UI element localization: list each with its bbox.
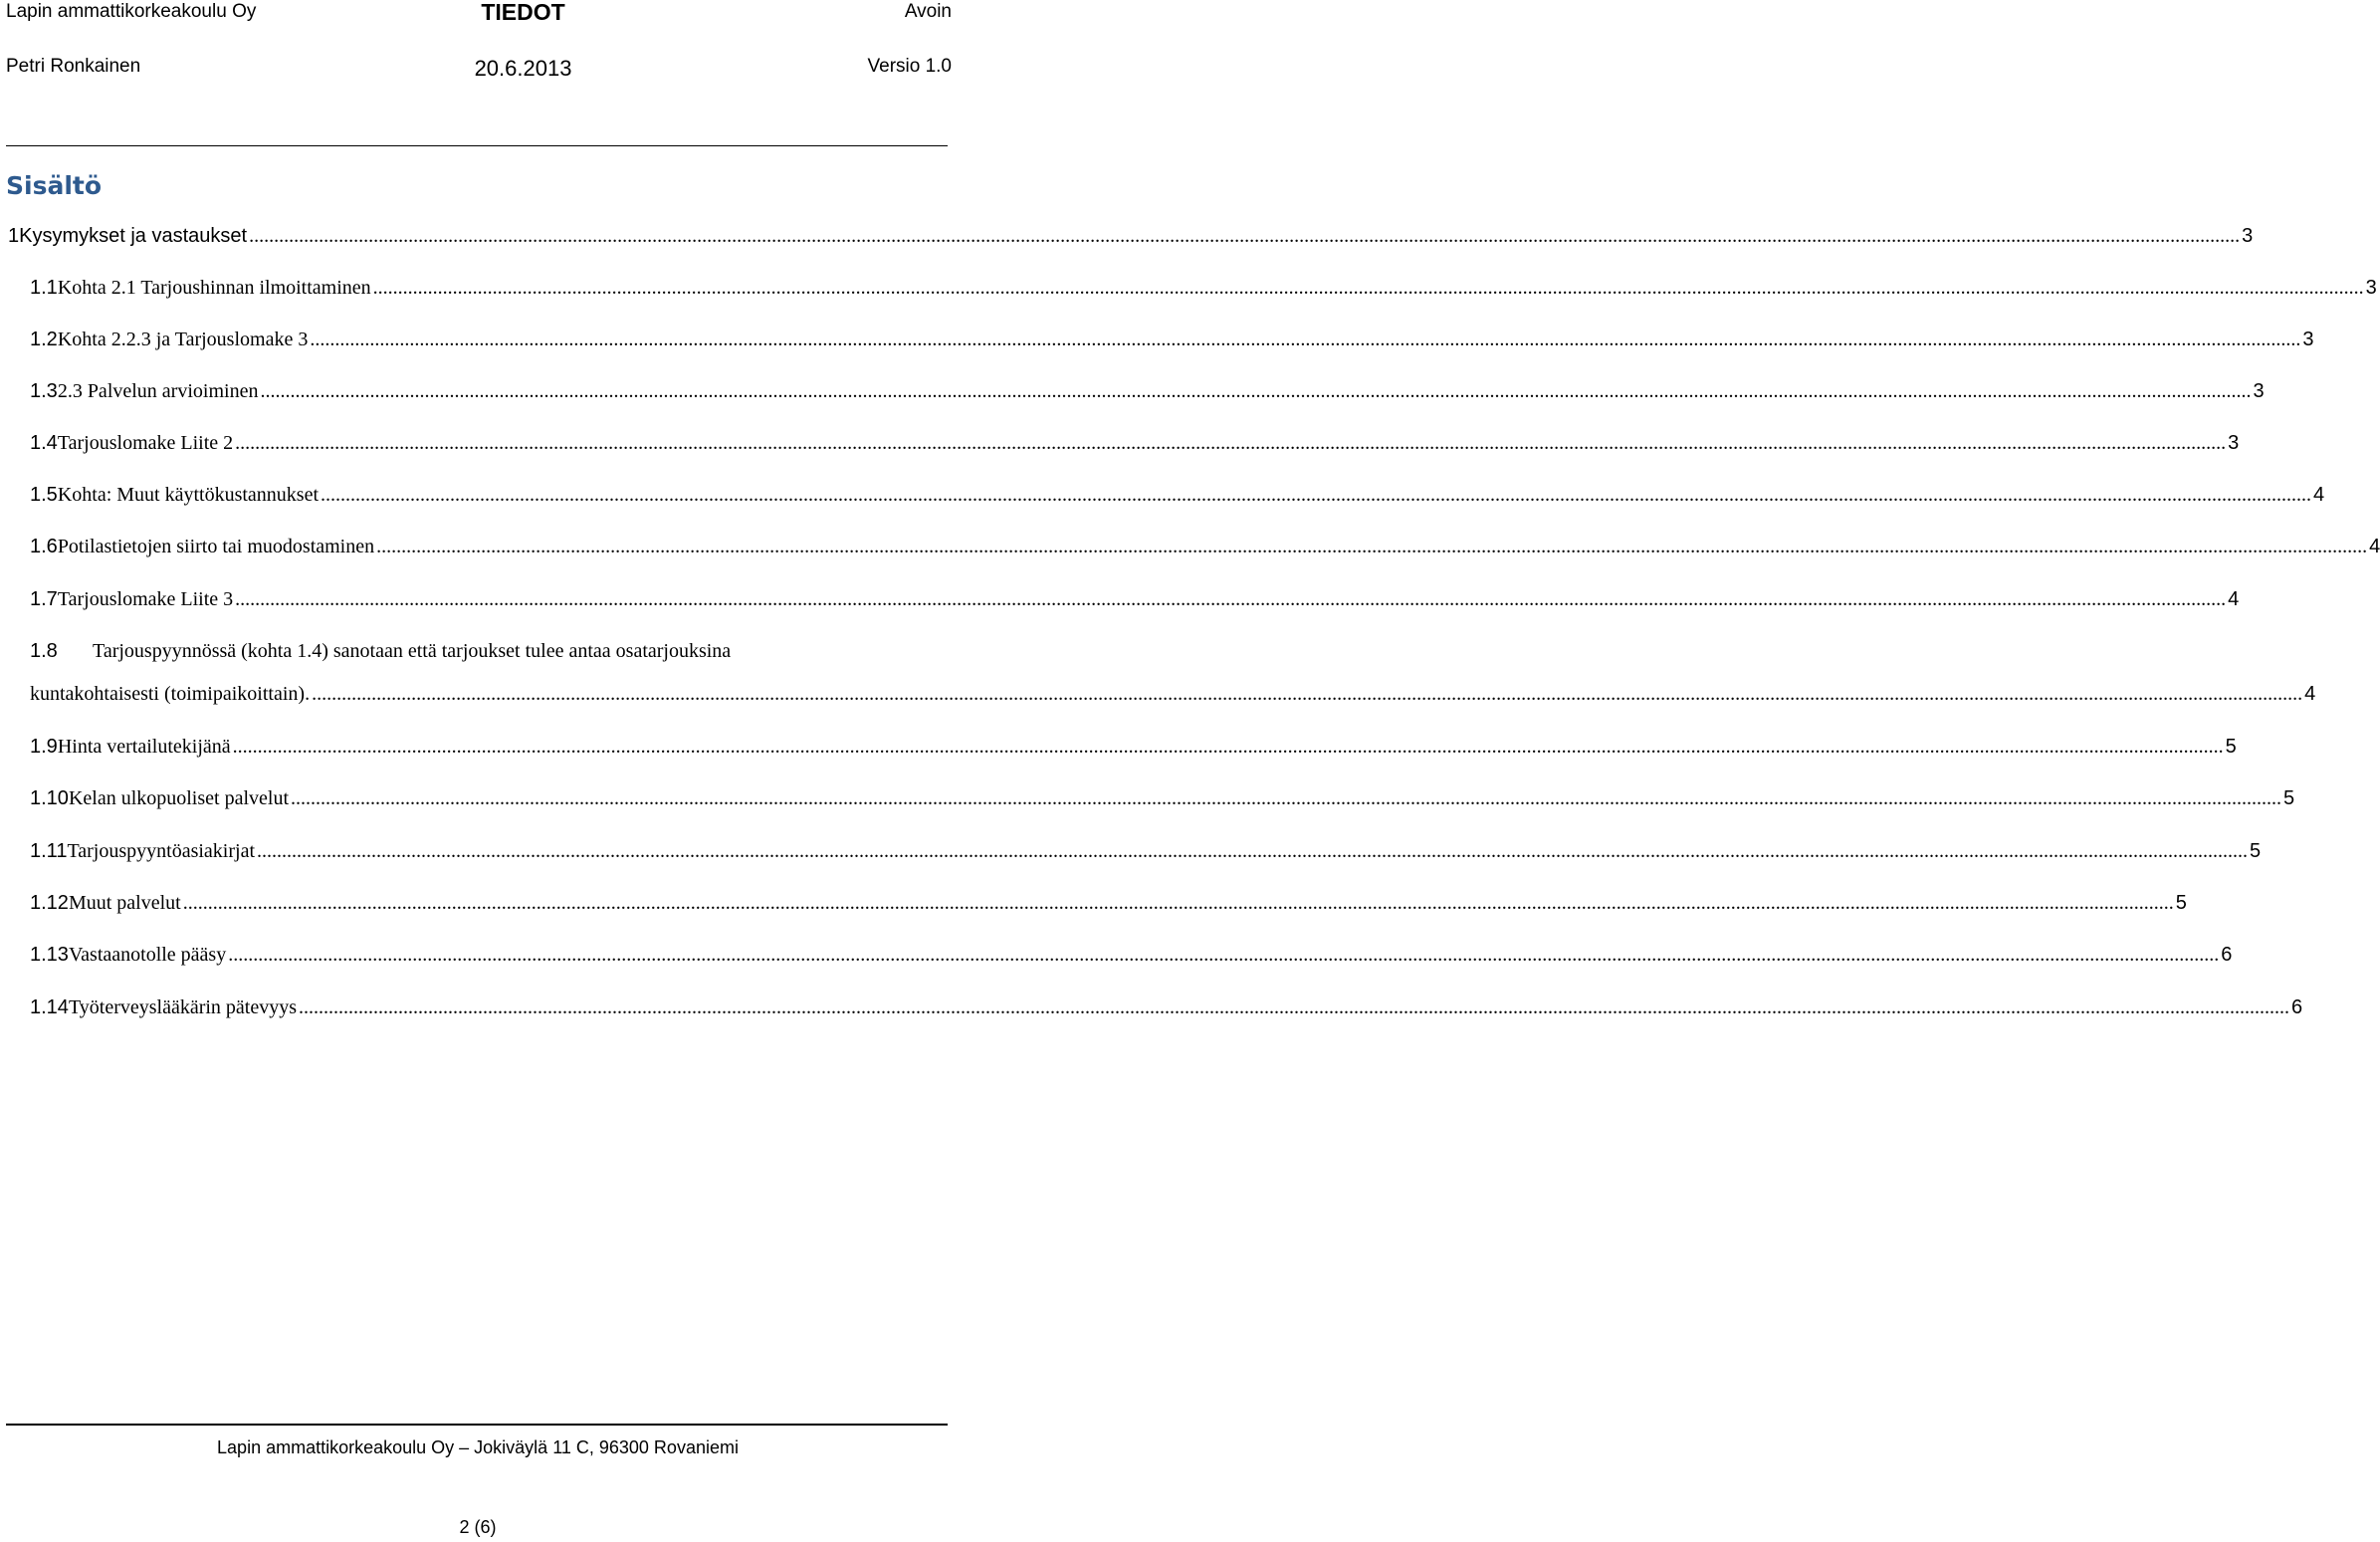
toc-title: Sisältö <box>6 171 103 200</box>
toc-leader-dots: ................................................................................................................................................................................................................................................................................................................................................................................................................ <box>228 944 2220 966</box>
toc-leader-dots: ................................................................................................................................................................................................................................................................................................................................................................................................................ <box>260 380 2252 402</box>
toc-entry[interactable] <box>30 432 2240 462</box>
toc-entry[interactable] <box>30 588 2240 618</box>
toc-entry-page: 4 <box>2369 536 2380 557</box>
toc-leader-dots: ................................................................................................................................................................................................................................................................................................................................................................................................................ <box>182 892 2174 914</box>
toc-entry-title: Tarjouslomake Liite 3 <box>57 588 234 610</box>
toc-entry-number: 1.13 <box>30 944 69 966</box>
toc-entry[interactable] <box>30 736 2237 766</box>
toc-entry[interactable] <box>8 225 2254 255</box>
toc-leader-dots: ................................................................................................................................................................................................................................................................................................................................................................................................................ <box>257 840 2249 862</box>
toc-entry-number: 1.8 <box>30 640 58 662</box>
header-divider <box>6 145 948 146</box>
toc-entry-page: 3 <box>2302 329 2314 350</box>
toc-entry-page: 3 <box>2253 380 2265 402</box>
toc-entry[interactable] <box>30 944 2233 974</box>
toc-entry-title: Työterveyslääkärin pätevyys <box>68 996 298 1018</box>
toc-entry-title: Potilastietojen siirto tai muodostaminen <box>57 536 375 557</box>
toc-entry-page: 4 <box>2313 484 2325 506</box>
toc-entry-title: Hinta vertailutekijänä <box>57 736 231 758</box>
toc-entry-title: Tarjouspyynnössä (kohta 1.4) sanotaan että tarjoukset tulee antaa osatarjouksina <box>93 640 732 662</box>
toc-leader-dots: ................................................................................................................................................................................................................................................................................................................................................................................................................ <box>232 736 2224 758</box>
toc-leader-dots: ................................................................................................................................................................................................................................................................................................................................................................................................................ <box>376 536 2368 557</box>
header-date: 20.6.2013 <box>474 56 572 81</box>
toc-entry-page: 5 <box>2175 892 2187 914</box>
footer-divider <box>6 1424 948 1426</box>
toc-entry-page: 4 <box>2228 588 2240 610</box>
toc-entry[interactable] <box>30 787 2295 817</box>
toc-entry-title: Kysymykset ja vastaukset <box>19 225 248 247</box>
toc-entry-number: 1.5 <box>30 484 58 506</box>
toc-entry-page: 4 <box>2304 683 2316 705</box>
toc-entry[interactable] <box>30 996 2303 1026</box>
toc-entry-number: 1.12 <box>30 892 69 914</box>
toc-entry-number: 1.7 <box>30 588 58 610</box>
toc-entry-number: 1.3 <box>30 380 58 402</box>
header-doc-type: TIEDOT <box>481 0 565 25</box>
toc-entry-title-continued: kuntakohtaisesti (toimipaikoittain). <box>30 683 311 705</box>
toc-leader-dots: ................................................................................................................................................................................................................................................................................................................................................................................................................ <box>310 329 2301 350</box>
toc-entry-number: 1.10 <box>30 787 69 809</box>
toc-entry-page: 5 <box>2250 840 2262 862</box>
header-author: Petri Ronkainen <box>6 56 141 77</box>
toc-entry-number: 1.1 <box>30 277 58 299</box>
toc-entry-continuation[interactable] <box>30 683 2316 713</box>
toc-leader-dots: ................................................................................................................................................................................................................................................................................................................................................................................................................ <box>235 432 2227 454</box>
toc-leader-dots: ................................................................................................................................................................................................................................................................................................................................................................................................................ <box>372 277 2364 299</box>
toc-entry[interactable] <box>30 536 2380 565</box>
toc-leader-dots: ................................................................................................................................................................................................................................................................................................................................................................................................................ <box>321 484 2312 506</box>
toc-entry[interactable] <box>30 840 2262 870</box>
header-org: Lapin ammattikorkeakoulu Oy <box>6 1 257 22</box>
footer-address <box>0 1437 956 1458</box>
header-classification: Avoin <box>904 1 952 22</box>
toc-entry-page: 5 <box>2283 787 2295 809</box>
toc-entry-title: Kohta 2.1 Tarjoushinnan ilmoittaminen <box>57 277 371 299</box>
toc-entry[interactable] <box>30 380 2265 410</box>
toc-entry[interactable] <box>30 329 2314 358</box>
toc-entry[interactable] <box>30 277 2377 307</box>
toc-entry-title: Kelan ulkopuoliset palvelut <box>68 787 290 809</box>
toc-entry[interactable] <box>30 640 948 670</box>
toc-entry-title: 2.3 Palvelun arvioiminen <box>57 380 259 402</box>
toc-entry-title: Tarjouslomake Liite 2 <box>57 432 234 454</box>
toc-entry-number: 1.2 <box>30 329 58 350</box>
toc-leader-dots: ................................................................................................................................................................................................................................................................................................................................................................................................................ <box>312 683 2303 705</box>
toc-entry-title: Kohta 2.2.3 ja Tarjouslomake 3 <box>57 329 309 350</box>
toc-entry[interactable] <box>30 892 2187 922</box>
toc-entry-page: 3 <box>2228 432 2240 454</box>
toc-entry-title: Vastaanotolle pääsy <box>68 944 227 966</box>
toc-entry-number: 1.14 <box>30 996 69 1018</box>
toc-entry-number: 1.6 <box>30 536 58 557</box>
toc-entry-number: 1.11 <box>30 840 68 862</box>
toc-leader-dots: ................................................................................................................................................................................................................................................................................................................................................................................................................ <box>235 588 2227 610</box>
toc-entry-number: 1.9 <box>30 736 58 758</box>
toc-entry-number: 1.4 <box>30 432 58 454</box>
toc-entry-page: 3 <box>2365 277 2377 299</box>
footer-address-text: Lapin ammattikorkeakoulu Oy – Jokiväylä 11 C, 96300 Rovaniemi <box>217 1437 739 1457</box>
toc-entry-page: 6 <box>2221 944 2233 966</box>
toc-leader-dots: ................................................................................................................................................................................................................................................................................................................................................................................................................ <box>291 787 2282 809</box>
toc-entry-page: 3 <box>2242 225 2254 247</box>
toc-entry-title: Kohta: Muut käyttökustannukset <box>57 484 320 506</box>
footer-page-number: 2 (6) <box>459 1517 497 1537</box>
toc-entry[interactable] <box>30 484 2325 514</box>
toc-leader-dots: ................................................................................................................................................................................................................................................................................................................................................................................................................ <box>249 225 2241 247</box>
toc-entry-title: Muut palvelut <box>68 892 181 914</box>
toc-entry-title: Tarjouspyyntöasiakirjat <box>67 840 256 862</box>
toc-entry-page: 6 <box>2291 996 2303 1018</box>
toc-entry-page: 5 <box>2225 736 2237 758</box>
header-version: Versio 1.0 <box>867 56 952 77</box>
toc-leader-dots: ................................................................................................................................................................................................................................................................................................................................................................................................................ <box>299 996 2290 1018</box>
toc-entry-number: 1 <box>8 225 20 247</box>
